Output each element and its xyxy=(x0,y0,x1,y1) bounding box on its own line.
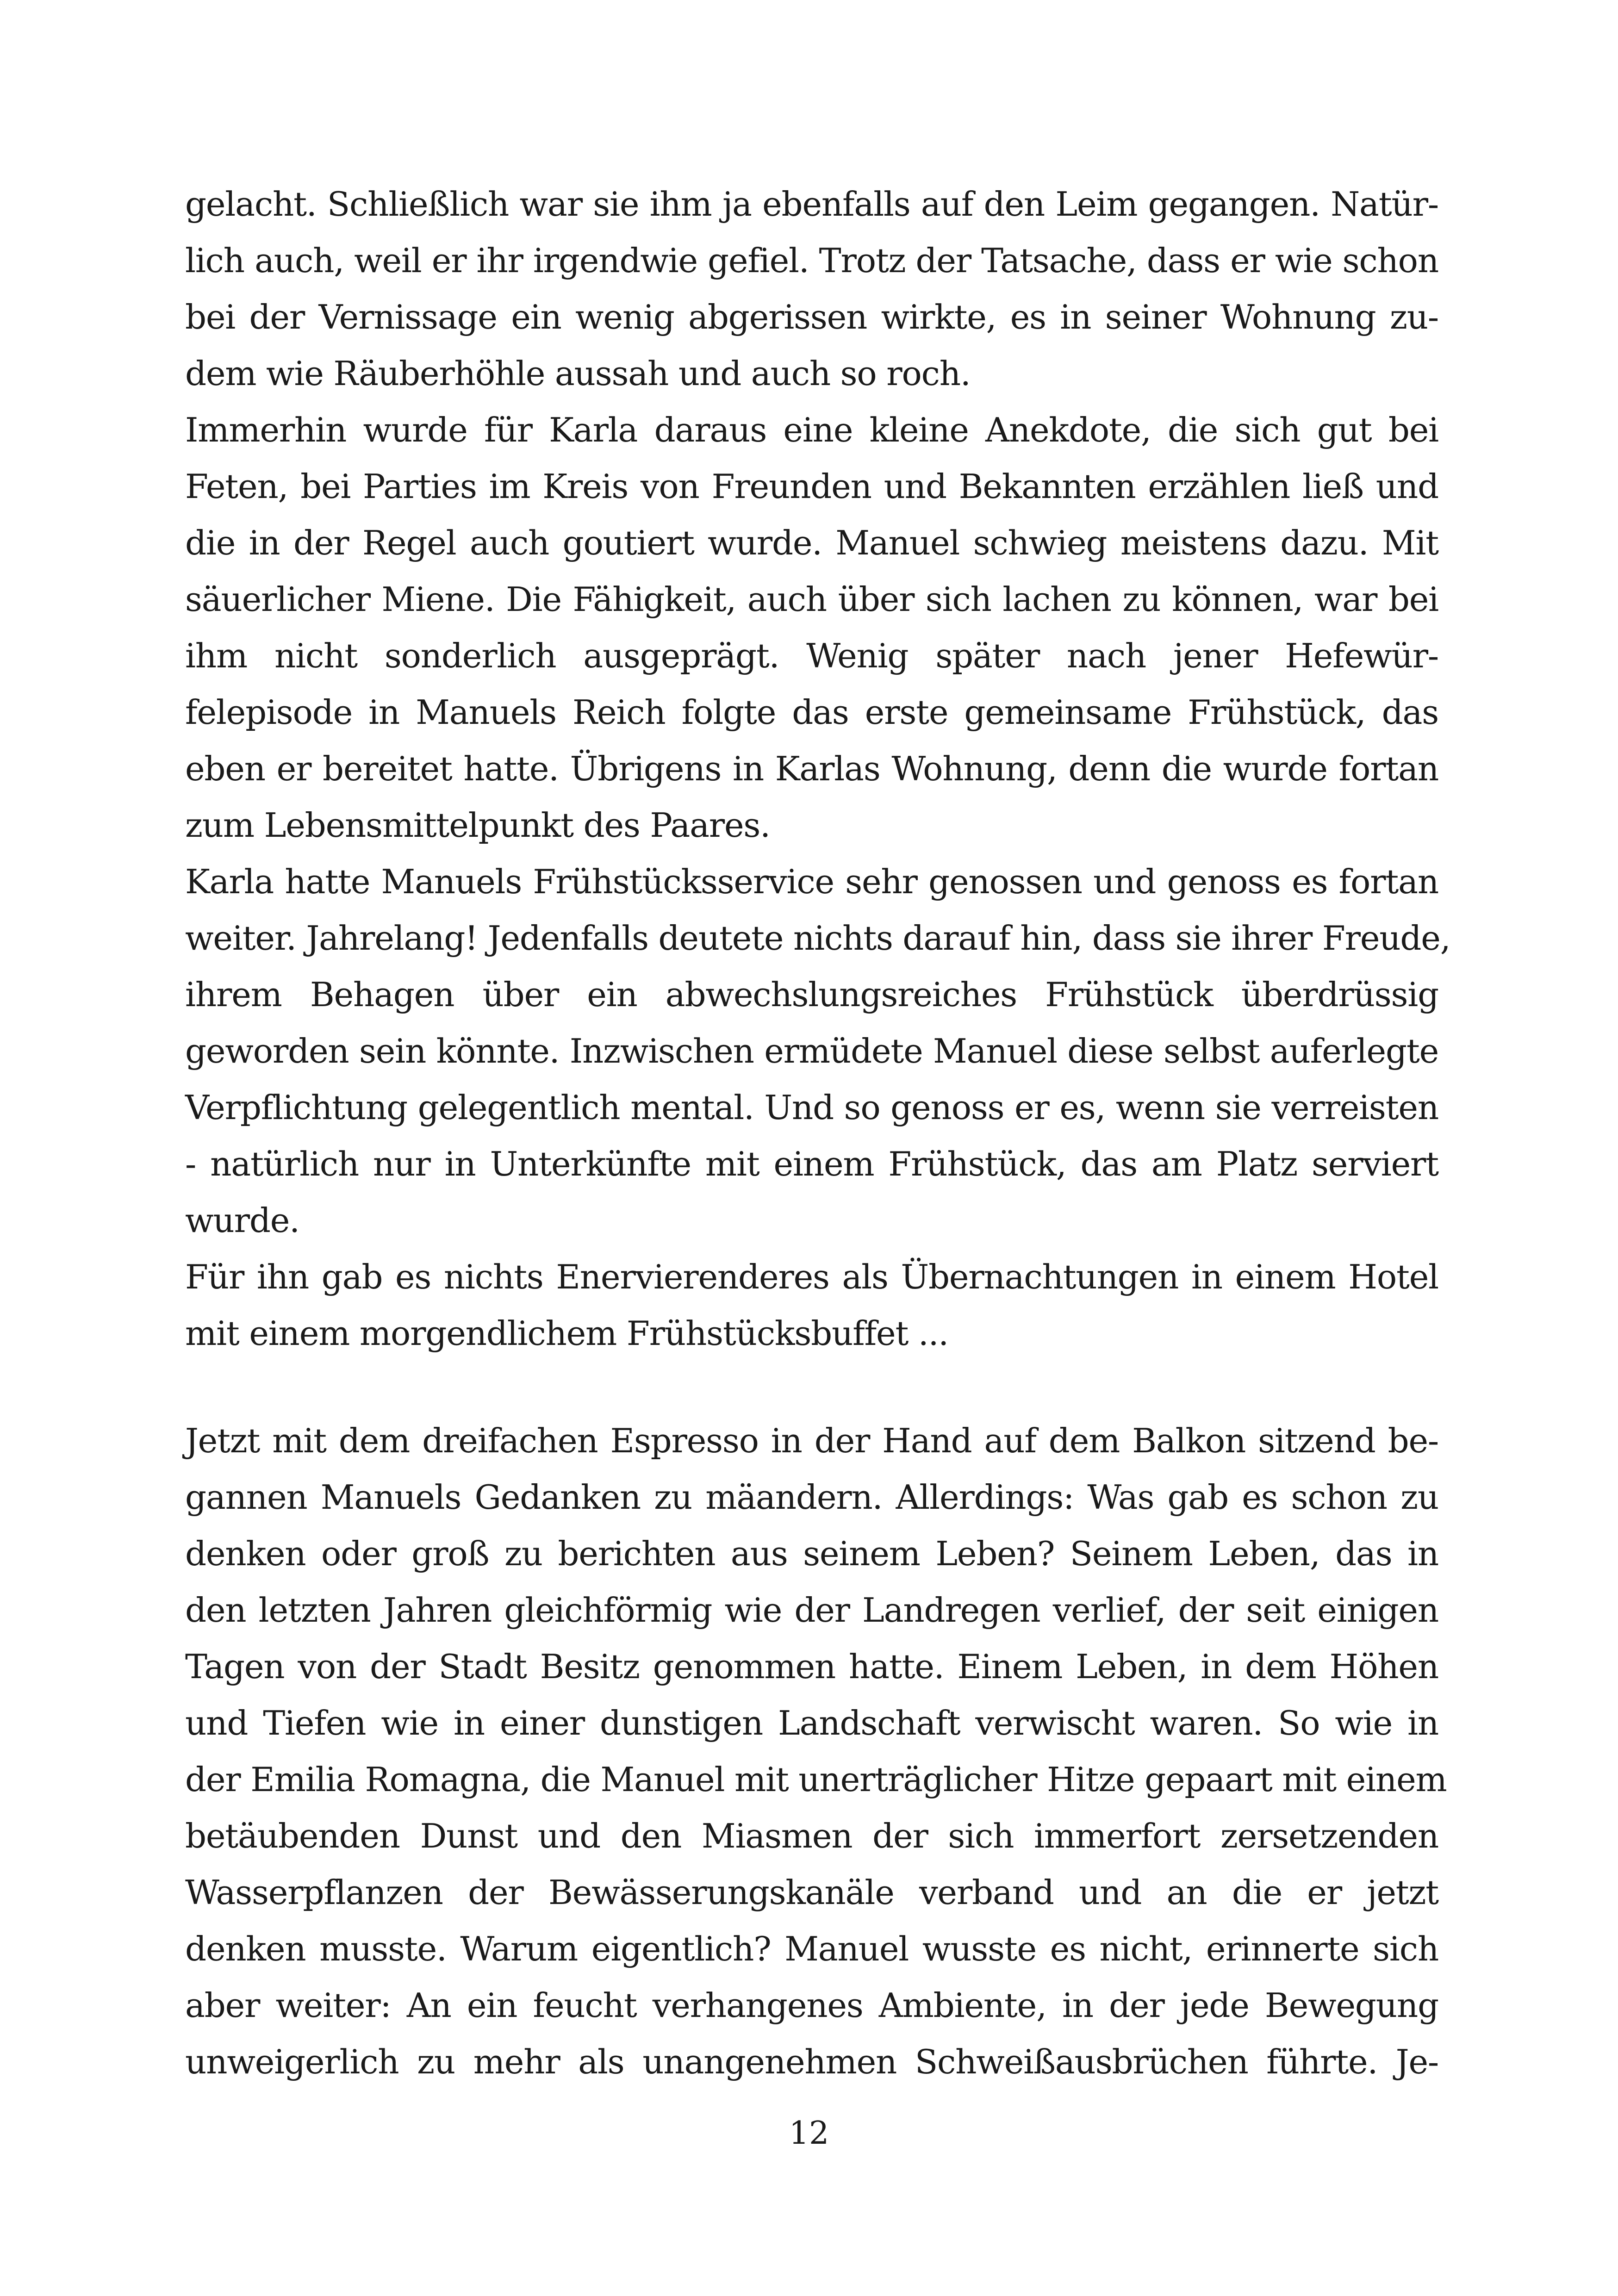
text-line: ihrem Behagen über ein abwechslungsreiches Frühstück überdrüssig xyxy=(185,975,1438,1014)
text-line: betäubenden Dunst und den Miasmen der sich immerfort zersetzenden xyxy=(185,1817,1438,1855)
text-line: gelacht. Schließlich war sie ihm ja ebenfalls auf den Leim gegangen. Natür- xyxy=(185,185,1438,224)
text-line: lich auch, weil er ihr irgendwie gefiel. Trotz der Tatsache, dass er wie schon xyxy=(185,241,1438,280)
text-line: dem wie Räuberhöhle aussah und auch so roch. xyxy=(185,354,971,393)
text-line: Für ihn gab es nichts Enervierenderes als Übernachtungen in einem Hotel xyxy=(185,1257,1438,1296)
text-line: geworden sein könnte. Inzwischen ermüdete Manuel diese selbst auferlegte xyxy=(185,1032,1438,1070)
text-line: aber weiter: An ein feucht verhangenes Ambiente, in der jede Bewegung xyxy=(185,1986,1438,2025)
text-line: Feten, bei Parties im Kreis von Freunden und Bekannten erzählen ließ und xyxy=(185,467,1438,506)
text-line: bei der Vernissage ein wenig abgerissen wirkte, es in seiner Wohnung zu- xyxy=(185,298,1438,336)
text-line: Tagen von der Stadt Besitz genommen hatte. Einem Leben, in dem Höhen xyxy=(185,1647,1438,1686)
text-line: Jetzt mit dem dreifachen Espresso in der Hand auf dem Balkon sitzend be- xyxy=(185,1421,1438,1460)
text-line: Karla hatte Manuels Frühstücksservice sehr genossen und genoss es fortan xyxy=(185,862,1438,901)
text-line: die in der Regel auch goutiert wurde. Manuel schwieg meistens dazu. Mit xyxy=(185,523,1438,562)
text-line: säuerlicher Miene. Die Fähigkeit, auch über sich lachen zu können, war bei xyxy=(185,580,1438,619)
text-line: - natürlich nur in Unterkünfte mit einem Frühstück, das am Platz serviert xyxy=(185,1145,1438,1183)
text-line: denken musste. Warum eigentlich? Manuel wusste es nicht, erinnerte sich xyxy=(185,1929,1438,1968)
text-line: mit einem morgendlichem Frühstücksbuffet ... xyxy=(185,1314,948,1353)
text-line: denken oder groß zu berichten aus seinem Leben? Seinem Leben, das in xyxy=(185,1534,1438,1573)
text-line: Verpflichtung gelegentlich mental. Und so genoss er es, wenn sie verreisten xyxy=(185,1088,1438,1127)
page-number: 12 xyxy=(789,2115,829,2152)
text-line: Immerhin wurde für Karla daraus eine kleine Anekdote, die sich gut bei xyxy=(185,411,1438,449)
text-line: felepisode in Manuels Reich folgte das erste gemeinsame Frühstück, das xyxy=(185,693,1438,732)
text-line: gannen Manuels Gedanken zu mäandern. Allerdings: Was gab es schon zu xyxy=(185,1478,1438,1517)
text-line: den letzten Jahren gleichförmig wie der Landregen verlief, der seit einigen xyxy=(185,1591,1438,1630)
text-line: eben er bereitet hatte. Übrigens in Karlas Wohnung, denn die wurde fortan xyxy=(185,749,1438,788)
text-line: wurde. xyxy=(185,1201,299,1240)
text-line: Wasserpflanzen der Bewässerungskanäle verband und an die er jetzt xyxy=(185,1873,1438,1912)
text-line: und Tiefen wie in einer dunstigen Landschaft verwischt waren. So wie in xyxy=(185,1704,1438,1742)
text-line: ihm nicht sonderlich ausgeprägt. Wenig später nach jener Hefewür- xyxy=(185,636,1438,675)
text-line: unweigerlich zu mehr als unangenehmen Schweißausbrüchen führte. Je- xyxy=(185,2042,1438,2081)
text-line: weiter. Jahrelang! Jedenfalls deutete nichts darauf hin, dass sie ihrer Freude, xyxy=(185,919,1450,958)
text-line: der Emilia Romagna, die Manuel mit unerträglicher Hitze gepaart mit einem xyxy=(185,1760,1447,1799)
text-line: zum Lebensmittelpunkt des Paares. xyxy=(185,806,770,845)
